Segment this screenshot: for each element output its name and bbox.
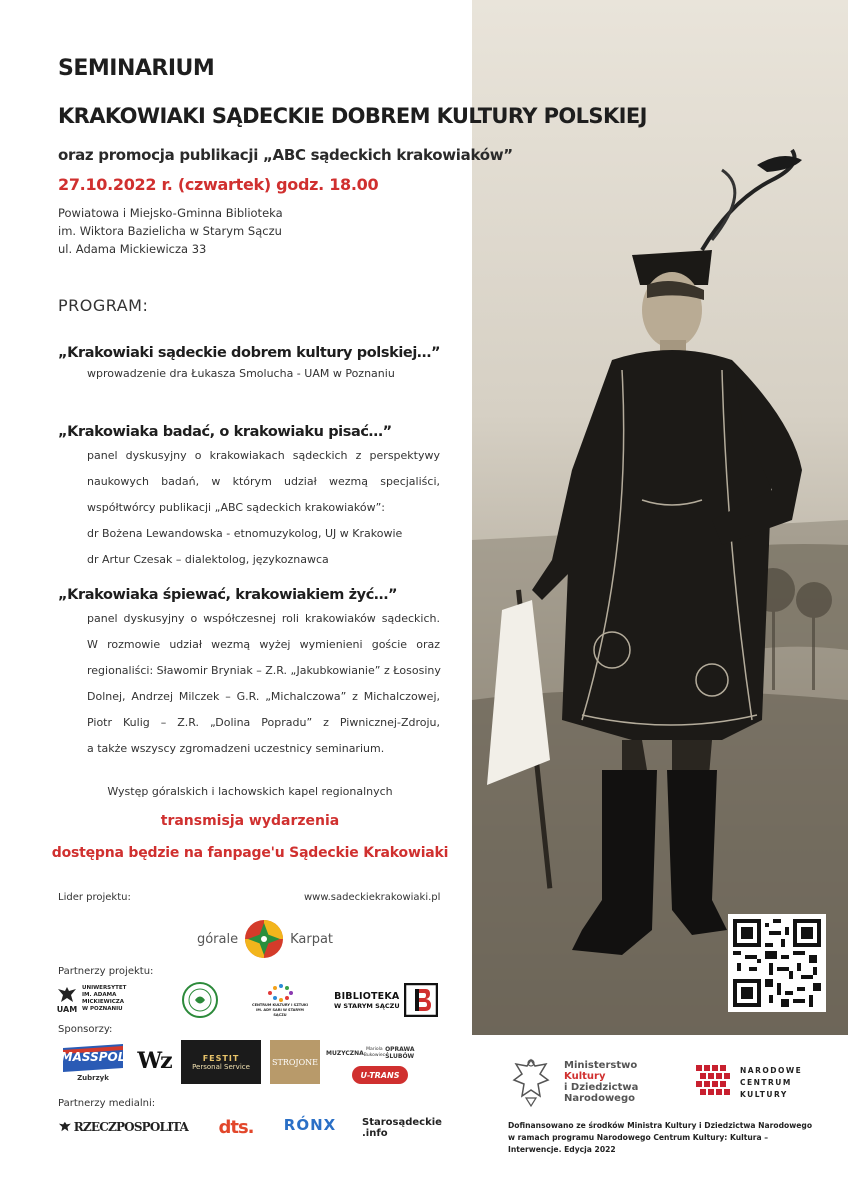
program-heading: PROGRAM: bbox=[58, 296, 149, 315]
uam-logo bbox=[56, 982, 156, 1016]
masspol-sub: Zubrzyk bbox=[77, 1074, 109, 1082]
library-b-icon bbox=[404, 983, 438, 1017]
program-item-line: a także wszyscy zgromadzeni uczestnicy seminarium. bbox=[87, 742, 385, 755]
ckis-line: IM. ADY SARI W STARYM SĄCZU bbox=[256, 1007, 304, 1017]
ronx-logo bbox=[282, 1110, 338, 1140]
program-item-title: „Krakowiaka śpiewać, krakowiakiem żyć…” bbox=[58, 587, 398, 603]
program-item-line: panel dyskusyjny o współczesnej roli krakowiaków sądeckich. bbox=[87, 612, 440, 625]
program-item-line: panel dyskusyjny o krakowiakach sądeckich z perspektywy bbox=[87, 449, 440, 462]
program-item-title: „Krakowiaki sądeckie dobrem kultury polskiej…” bbox=[58, 345, 441, 361]
library-logo bbox=[334, 982, 444, 1018]
program-item-line: współtwórcy publikacji „ABC sądeckich krakowiaków”: bbox=[87, 501, 385, 514]
uam-line: UNIWERSYTET bbox=[82, 985, 127, 991]
association-seal-icon bbox=[181, 981, 219, 1019]
logo-text-left: górale bbox=[196, 931, 239, 947]
ckis-line: CENTRUM KULTURY I SZTUKI bbox=[252, 1002, 308, 1007]
rzeczpospolita-text: RZECZPOSPOLITA bbox=[73, 1120, 188, 1134]
nck-line: CENTRUM bbox=[740, 1078, 792, 1087]
nck-line: NARODOWE bbox=[740, 1066, 803, 1075]
rzeczpospolita-logo bbox=[58, 1116, 188, 1138]
library-line: BIBLIOTEKA bbox=[334, 990, 400, 1002]
polish-eagle-icon bbox=[508, 1056, 554, 1108]
library-text bbox=[334, 991, 400, 1010]
ministry-line: i Dziedzictwa bbox=[564, 1082, 639, 1093]
program-item-body bbox=[87, 361, 440, 387]
muzyczna-text: MUZYCZNA bbox=[326, 1049, 364, 1057]
gorale-karpat-logo bbox=[190, 918, 340, 960]
mariola-line: Mariola bbox=[366, 1047, 383, 1052]
program-item-line: Piotr Kulig – Z.R. „Dolina Popradu” z Piwnicznej-Zdroju, bbox=[87, 716, 440, 729]
uam-line: W POZNANIU bbox=[82, 1006, 123, 1012]
ministry-line: Ministerstwo bbox=[564, 1060, 638, 1071]
nck-text bbox=[740, 1065, 802, 1101]
uam-line: IM. ADAMA MICKIEWICZA bbox=[82, 992, 125, 1005]
ronx-text: RÓNX bbox=[283, 1116, 337, 1134]
nck-logo bbox=[694, 1058, 814, 1108]
event-date: 27.10.2022 r. (czwartek) godz. 18.00 bbox=[58, 175, 379, 194]
music-logo-row bbox=[326, 1044, 444, 1062]
partners-label: Partnerzy projektu: bbox=[58, 966, 154, 977]
funding-note: Dofinansowano ze środków Ministra Kultury i Dziedzictwa Narodowego w ramach programu Narodowego Centrum Kultury: Kultura – Interwencje. Edycja 2022 bbox=[508, 1121, 813, 1154]
starosadeckie-text: Starosądeckie bbox=[362, 1117, 442, 1128]
media-label: Partnerzy medialni: bbox=[58, 1098, 156, 1109]
ministry-text bbox=[564, 1060, 638, 1104]
oprawa-text: OPRAWA ŚLUBÓW bbox=[385, 1046, 415, 1060]
festit-logo bbox=[181, 1040, 261, 1084]
broadcast-line-1: transmisja wydarzenia bbox=[160, 813, 340, 829]
ckis-logo bbox=[252, 980, 308, 1020]
leader-label: Lider projektu: bbox=[58, 892, 131, 903]
eagle-icon bbox=[56, 985, 78, 1005]
seminar-label: SEMINARIUM bbox=[58, 56, 215, 81]
uam-emblem bbox=[56, 985, 78, 1014]
qr-code[interactable] bbox=[728, 914, 826, 1012]
archival-photo bbox=[472, 0, 848, 1035]
strojone-logo bbox=[270, 1040, 320, 1084]
event-title: KRAKOWIAKI SĄDECKIE DOBREM KULTURY POLSKIEJ bbox=[58, 104, 647, 128]
program-item-line: wprowadzenie dra Łukasza Smolucha - UAM w Poznaniu bbox=[87, 367, 395, 380]
ckis-dots-icon bbox=[262, 983, 298, 1003]
venue-address bbox=[58, 204, 283, 258]
festit-text: FESTIT bbox=[202, 1053, 240, 1063]
ministry-line: Narodowego bbox=[564, 1093, 635, 1104]
masspol-text: MASSPOL bbox=[60, 1050, 126, 1064]
mariola-bukowiec-text bbox=[364, 1047, 385, 1059]
nck-line: KULTURY bbox=[740, 1090, 788, 1099]
utrans-text: U-TRANS bbox=[360, 1070, 400, 1080]
strojone-text: STROJONE bbox=[271, 1057, 318, 1067]
program-item-line: naukowych badań, w którym udział wezmą specjaliści, bbox=[87, 475, 440, 488]
starosadeckie-logo bbox=[362, 1114, 448, 1142]
broadcast-line-2: dostępna będzie na fanpage'u Sądeckie Krakowiaki bbox=[51, 845, 449, 861]
venue-line: Powiatowa i Miejsko-Gminna Biblioteka bbox=[58, 206, 283, 220]
uam-short: UAM bbox=[56, 1004, 78, 1014]
program-item-line: regionaliści: Sławomir Bryniak – Z.R. „Jakubkowianie” z Łososiny bbox=[87, 664, 441, 677]
dts-text: dts. bbox=[218, 1116, 254, 1138]
bukowiec-line: Bukowiec bbox=[363, 1053, 386, 1058]
event-subtitle: oraz promocja publikacji „ABC sądeckich krakowiaków” bbox=[58, 146, 513, 164]
nck-pattern-icon bbox=[694, 1063, 732, 1103]
program-item-body bbox=[87, 606, 440, 762]
eagle-icon bbox=[58, 1120, 72, 1134]
website-link[interactable]: www.sadeckiekrakowiaki.pl bbox=[304, 892, 441, 903]
library-line: W STARYM SĄCZU bbox=[334, 1001, 400, 1010]
ministry-line: Kultury bbox=[564, 1071, 606, 1082]
ministry-logo bbox=[508, 1054, 658, 1110]
regional-association-logo bbox=[180, 980, 220, 1020]
logo-text-right: Karpat bbox=[290, 931, 334, 947]
gorale-emblem-icon bbox=[244, 919, 284, 959]
performance-note: Występ góralskich i lachowskich kapel regionalnych bbox=[107, 785, 393, 798]
wz-logo bbox=[134, 1046, 174, 1076]
program-item-title: „Krakowiaka badać, o krakowiaku pisać…” bbox=[58, 424, 392, 440]
starosadeckie-info: .info bbox=[362, 1128, 388, 1139]
venue-line: im. Wiktora Bazielicha w Starym Sączu bbox=[58, 224, 282, 238]
festit-sub: Personal Service bbox=[192, 1062, 250, 1071]
program-item-line: Dolnej, Andrzej Milczek – G.R. „Michalczowa” z Michalczowej, bbox=[87, 690, 440, 703]
wz-text: Wz bbox=[137, 1048, 171, 1074]
program-item-line: dr Artur Czesak – dialektolog, językoznawca bbox=[87, 553, 329, 566]
dts-logo bbox=[212, 1114, 260, 1140]
utrans-logo bbox=[352, 1066, 408, 1084]
masspol-logo bbox=[60, 1038, 126, 1086]
program-item-body bbox=[87, 443, 440, 573]
uam-text bbox=[82, 985, 156, 1013]
sponsors-label: Sponsorzy: bbox=[58, 1024, 113, 1035]
program-item-line: dr Bożena Lewandowska - etnomuzykolog, UJ w Krakowie bbox=[87, 527, 403, 540]
venue-line: ul. Adama Mickiewicza 33 bbox=[58, 242, 207, 256]
program-item-line: W rozmowie udział wezmą wyżej wymienieni goście oraz bbox=[87, 638, 440, 651]
ckis-text bbox=[252, 1003, 308, 1018]
